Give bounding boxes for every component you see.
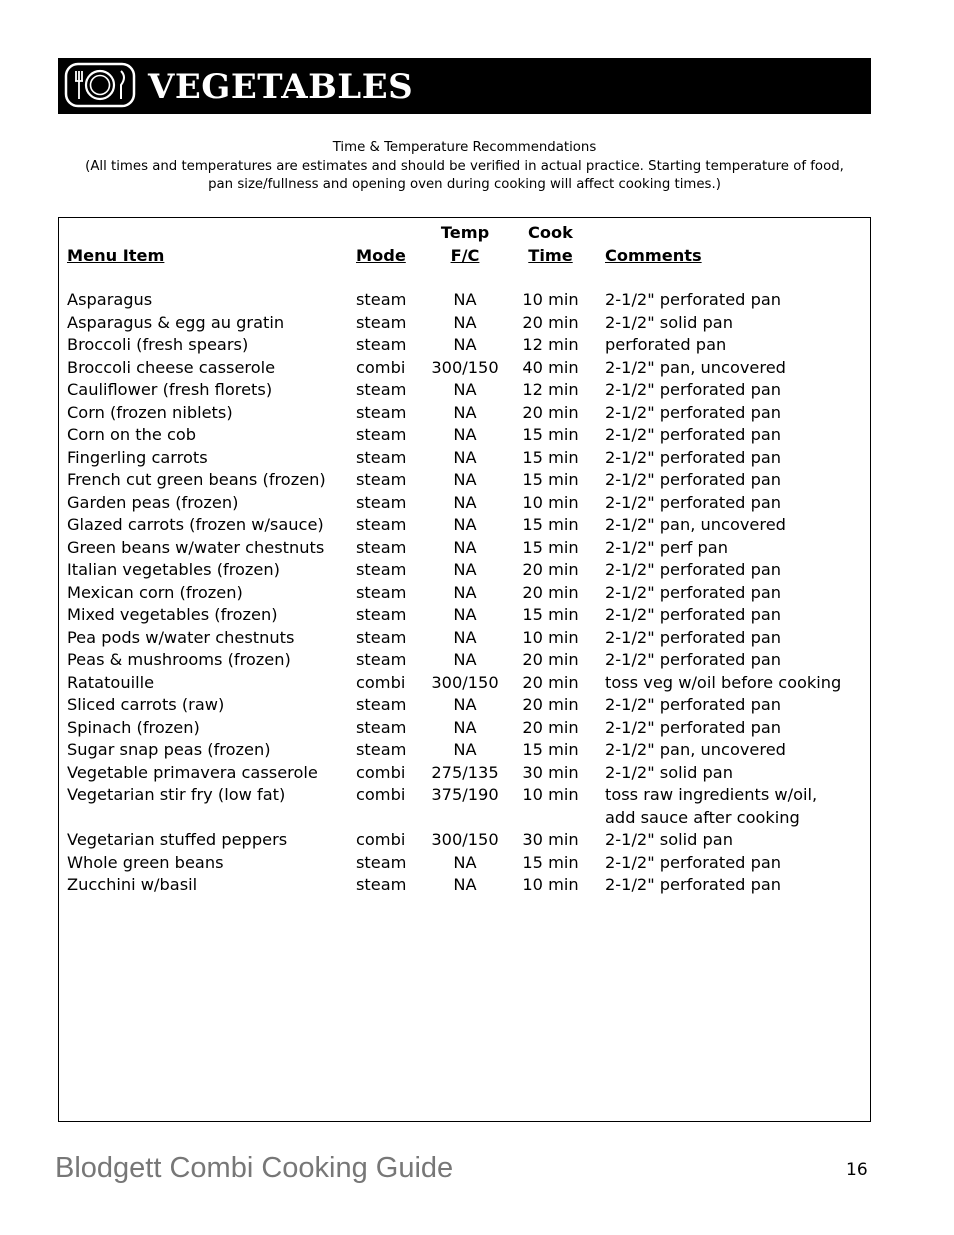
cell-comment: 2-1/2" solid pan (605, 830, 733, 849)
table-row (59, 469, 870, 492)
cell-mode: steam (356, 852, 407, 872)
cell-menu-item: Whole green beans (67, 852, 224, 872)
cell-temp: NA (453, 402, 477, 422)
intro-disclaimer-line-1: (All times and temperatures are estimates and should be verified in actual practice. Starting temperature of food, (85, 158, 844, 174)
cell-comment: 2-1/2" perf pan (605, 537, 728, 557)
cell-temp: NA (453, 492, 477, 512)
cell-menu-item: Italian vegetables (frozen) (67, 560, 280, 579)
cell-cook-time: 30 min (522, 830, 579, 849)
plate-fork-knife-icon (64, 62, 136, 108)
cell-cook-time: 15 min (522, 605, 579, 624)
cell-mode: combi (356, 672, 406, 692)
cell-temp: NA (453, 605, 477, 624)
cell-comment: 2-1/2" solid pan (605, 312, 733, 332)
cell-comment: 2-1/2" perforated pan (605, 290, 782, 309)
cell-menu-item: Corn on the cob (67, 425, 197, 444)
cell-menu-item: Asparagus (67, 290, 153, 309)
cell-cook-time: 10 min (522, 627, 579, 647)
cell-mode: steam (356, 627, 407, 647)
table-row (59, 829, 870, 852)
cell-mode: combi (356, 785, 406, 804)
cell-cook-time: 15 min (522, 537, 579, 557)
cell-menu-item: Corn (frozen niblets) (67, 402, 233, 422)
cell-mode: steam (356, 695, 407, 714)
column-header-comments: Comments (605, 246, 702, 265)
cell-mode: steam (356, 447, 407, 467)
table-row (59, 312, 870, 335)
cell-comment-continued: add sauce after cooking (605, 807, 800, 827)
table-row (59, 379, 870, 402)
cell-temp: NA (453, 470, 477, 489)
cell-mode: combi (356, 830, 406, 849)
cell-temp: NA (453, 695, 477, 714)
cell-temp: NA (453, 537, 477, 557)
table-row (59, 514, 870, 537)
cell-menu-item: Sliced carrots (raw) (67, 695, 225, 714)
cell-comment: 2-1/2" perforated pan (605, 582, 782, 602)
table-row (59, 582, 870, 605)
cell-cook-time: 10 min (522, 290, 579, 309)
cell-comment: 2-1/2" perforated pan (605, 852, 782, 872)
cell-comment: 2-1/2" perforated pan (605, 425, 782, 444)
cell-cook-time: 15 min (522, 425, 579, 444)
cell-temp: NA (453, 447, 477, 467)
cell-temp: 300/150 (431, 830, 499, 849)
cell-menu-item: Fingerling carrots (67, 447, 208, 467)
cell-menu-item: Spinach (frozen) (67, 717, 200, 737)
cell-menu-item: Vegetable primavera casserole (67, 762, 318, 782)
cell-cook-time: 40 min (522, 357, 579, 377)
cell-temp: NA (453, 740, 477, 759)
cell-temp: NA (453, 627, 477, 647)
table-row (59, 537, 870, 560)
cell-menu-item: Mexican corn (frozen) (67, 582, 243, 602)
table-row (59, 852, 870, 875)
cell-mode: steam (356, 290, 407, 309)
cell-comment: 2-1/2" perforated pan (605, 875, 782, 894)
cell-mode: steam (356, 560, 407, 579)
table-row (59, 874, 870, 897)
column-header-mode: Mode (356, 246, 406, 265)
section-header-bar (58, 58, 871, 114)
page-title: VEGETABLES (148, 67, 414, 107)
table-row (59, 762, 870, 785)
cell-comment: toss raw ingredients w/oil, (605, 785, 818, 804)
column-header-cook-time: Cook Time (528, 223, 573, 265)
cell-menu-item: Cauliflower (fresh florets) (67, 380, 273, 399)
cell-comment: 2-1/2" perforated pan (605, 560, 782, 579)
table-row-continuation (59, 807, 870, 830)
cell-temp: NA (453, 312, 477, 332)
cell-cook-time: 15 min (522, 740, 579, 759)
cell-cook-time: 12 min (522, 335, 579, 354)
cell-menu-item: Vegetarian stir fry (low fat) (67, 785, 286, 804)
cell-temp: NA (453, 717, 477, 737)
table-row (59, 739, 870, 762)
cell-cook-time: 20 min (522, 312, 579, 332)
cell-comment: 2-1/2" perforated pan (605, 627, 782, 647)
table-row (59, 289, 870, 312)
cell-cook-time: 15 min (522, 515, 579, 534)
cell-menu-item: Ratatouille (67, 672, 155, 692)
cell-temp: NA (453, 335, 477, 354)
cell-menu-item: Zucchini w/basil (67, 875, 198, 894)
cell-cook-time: 15 min (522, 470, 579, 489)
table-row (59, 424, 870, 447)
cell-comment: 2-1/2" perforated pan (605, 605, 782, 624)
column-header-temp: Temp F/C (440, 223, 490, 265)
footer-guide-title: Blodgett Combi Cooking Guide (55, 1152, 454, 1184)
cell-cook-time: 15 min (522, 447, 579, 467)
cell-mode: steam (356, 470, 407, 489)
table-row (59, 694, 870, 717)
cell-menu-item: Vegetarian stuffed peppers (67, 830, 288, 849)
cell-temp: NA (453, 582, 477, 602)
cell-mode: steam (356, 537, 407, 557)
table-row (59, 357, 870, 380)
cell-cook-time: 10 min (522, 785, 579, 804)
cell-cook-time: 20 min (522, 582, 579, 602)
cell-menu-item: Green beans w/water chestnuts (67, 537, 325, 557)
cell-comment: 2-1/2" pan, uncovered (605, 515, 786, 534)
cell-comment: 2-1/2" perforated pan (605, 695, 782, 714)
cell-mode: combi (356, 762, 406, 782)
cell-mode: combi (356, 357, 406, 377)
table-row (59, 672, 870, 695)
cell-comment: 2-1/2" perforated pan (605, 402, 782, 422)
cell-mode: steam (356, 380, 407, 399)
cell-comment: 2-1/2" solid pan (605, 762, 733, 782)
cell-temp: 375/190 (431, 785, 499, 804)
table-row (59, 604, 870, 627)
cell-menu-item: Sugar snap peas (frozen) (67, 740, 271, 759)
cell-comment: 2-1/2" perforated pan (605, 470, 782, 489)
cell-mode: steam (356, 402, 407, 422)
cell-comment: 2-1/2" pan, uncovered (605, 357, 786, 377)
cooking-table (58, 217, 871, 1122)
table-row (59, 717, 870, 740)
cell-cook-time: 20 min (522, 717, 579, 737)
intro-heading: Time & Temperature Recommendations (332, 140, 597, 155)
cell-menu-item: Mixed vegetables (frozen) (67, 605, 278, 624)
cell-cook-time: 10 min (522, 492, 579, 512)
cell-cook-time: 10 min (522, 875, 579, 894)
table-row (59, 784, 870, 807)
cell-mode: steam (356, 492, 407, 512)
cell-menu-item: French cut green beans (frozen) (67, 470, 326, 489)
cell-temp: 300/150 (431, 357, 499, 377)
page-number: 16 (846, 1160, 868, 1180)
cell-mode: steam (356, 875, 407, 894)
cell-cook-time: 15 min (522, 852, 579, 872)
table-row (59, 447, 870, 470)
cell-cook-time: 20 min (522, 695, 579, 714)
cell-temp: NA (453, 290, 477, 309)
cell-comment: toss veg w/oil before cooking (605, 672, 842, 692)
cell-temp: NA (453, 852, 477, 872)
cell-cook-time: 20 min (522, 402, 579, 422)
cell-menu-item: Broccoli cheese casserole (67, 357, 276, 377)
table-row (59, 402, 870, 425)
cell-mode: steam (356, 425, 407, 444)
table-row (59, 559, 870, 582)
cell-mode: steam (356, 335, 407, 354)
cell-comment: 2-1/2" pan, uncovered (605, 740, 786, 759)
table-row (59, 627, 870, 650)
cell-comment: perforated pan (605, 335, 727, 354)
cell-cook-time: 20 min (522, 650, 579, 669)
column-header-menu-item: Menu Item (67, 246, 165, 265)
cell-mode: steam (356, 582, 407, 602)
cell-cook-time: 20 min (522, 560, 579, 579)
cell-temp: NA (453, 650, 477, 669)
cell-mode: steam (356, 605, 407, 624)
cell-comment: 2-1/2" perforated pan (605, 447, 782, 467)
cell-cook-time: 12 min (522, 380, 579, 399)
cell-comment: 2-1/2" perforated pan (605, 717, 782, 737)
cell-temp: NA (453, 515, 477, 534)
table-row (59, 334, 870, 357)
cell-comment: 2-1/2" perforated pan (605, 492, 782, 512)
cell-mode: steam (356, 312, 407, 332)
cell-temp: NA (453, 425, 477, 444)
cell-cook-time: 20 min (522, 672, 579, 692)
intro-note (58, 139, 871, 195)
cell-mode: steam (356, 740, 407, 759)
cell-mode: steam (356, 515, 407, 534)
cell-cook-time: 30 min (522, 762, 579, 782)
cell-temp: 300/150 (431, 672, 499, 692)
cell-menu-item: Asparagus & egg au gratin (67, 312, 285, 332)
intro-disclaimer-line-2: pan size/fullness and opening oven during cooking will affect cooking times.) (208, 177, 721, 192)
cell-menu-item: Glazed carrots (frozen w/sauce) (67, 515, 324, 534)
cell-comment: 2-1/2" perforated pan (605, 380, 782, 399)
cell-temp: NA (453, 560, 477, 579)
table-row (59, 649, 870, 672)
cell-temp: NA (453, 380, 477, 399)
cell-temp: 275/135 (431, 762, 499, 782)
cell-comment: 2-1/2" perforated pan (605, 650, 782, 669)
cell-temp: NA (453, 875, 477, 894)
cell-menu-item: Broccoli (fresh spears) (67, 335, 249, 354)
table-row (59, 492, 870, 515)
cell-menu-item: Garden peas (frozen) (67, 492, 239, 512)
cell-mode: steam (356, 717, 407, 737)
cell-menu-item: Peas & mushrooms (frozen) (67, 650, 291, 669)
cell-menu-item: Pea pods w/water chestnuts (67, 627, 295, 647)
cell-mode: steam (356, 650, 407, 669)
